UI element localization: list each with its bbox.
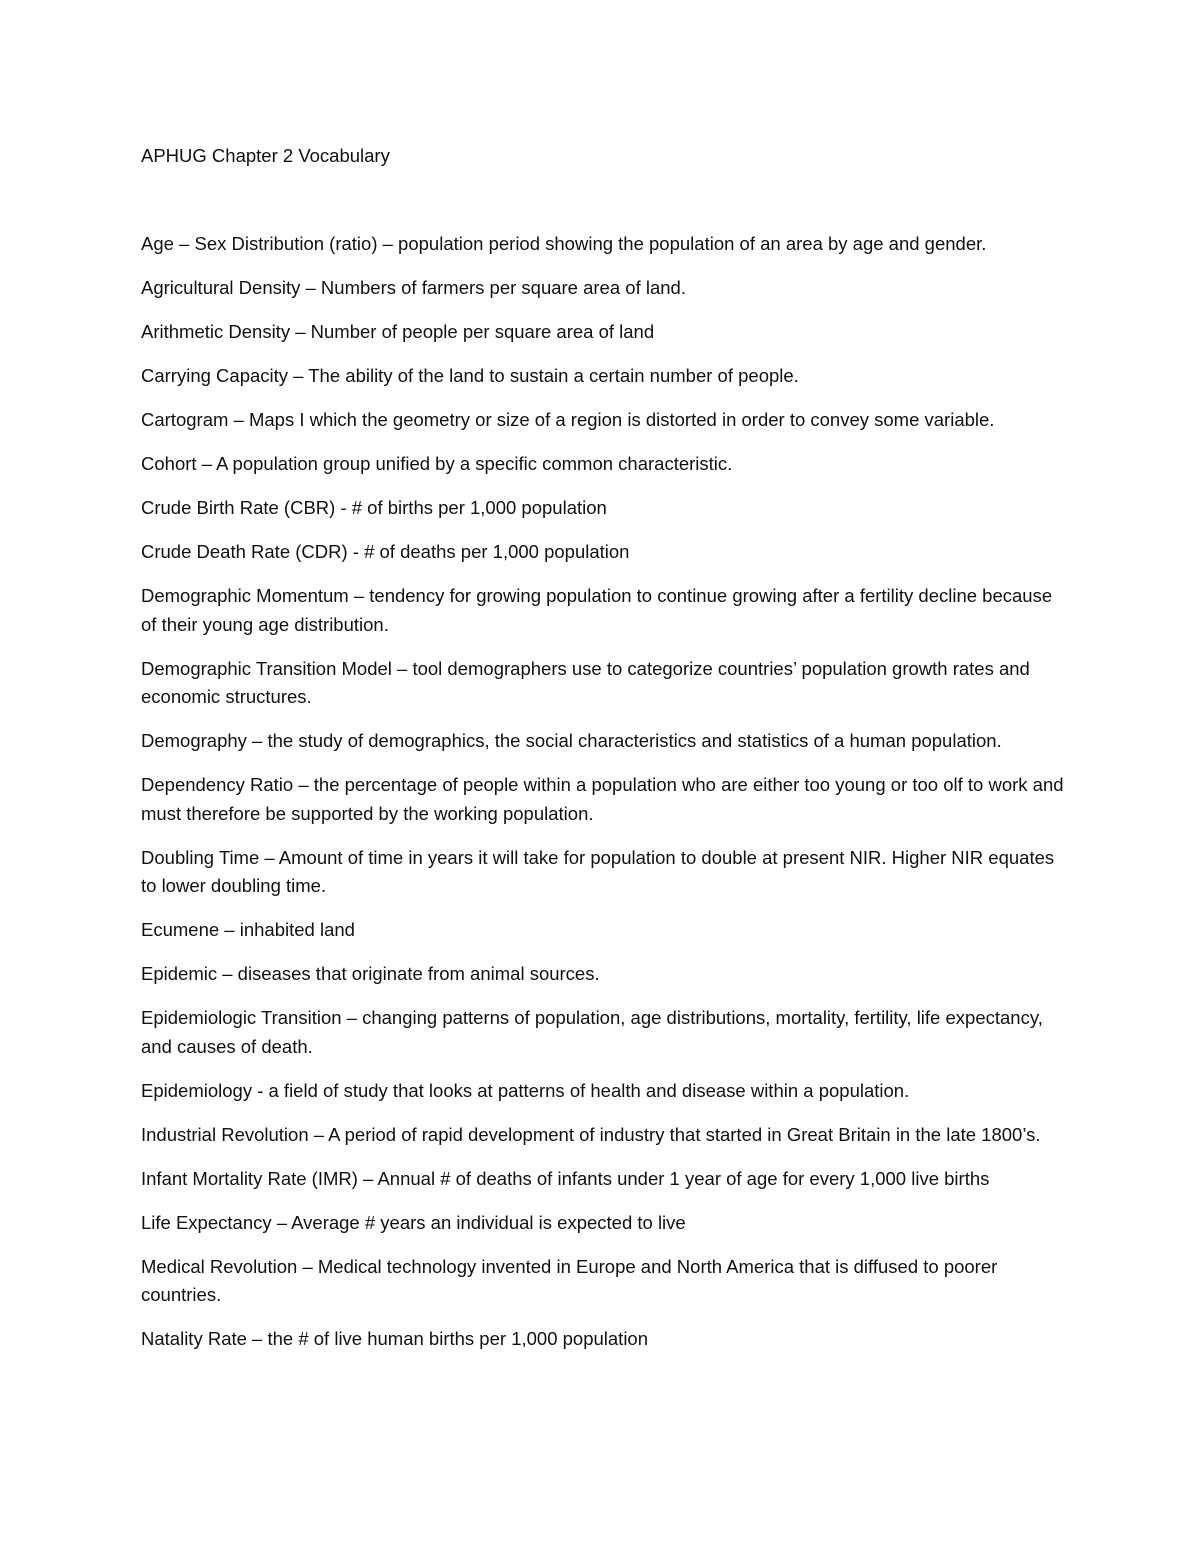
vocabulary-entry: Age – Sex Distribution (ratio) – population period showing the population of an area by age and gender. (141, 233, 987, 254)
vocabulary-entry: Life Expectancy – Average # years an individual is expected to live (141, 1211, 686, 1233)
vocabulary-entry: Crude Death Rate (CDR) - # of deaths per 1,000 population (141, 541, 630, 562)
vocabulary-entry: Doubling Time – Amount of time in years it will take for population to double at present NIR. Higher NIR equates to lower doubling time. (141, 846, 1055, 896)
vocabulary-entry: Cohort – A population group unified by a specific common characteristic. (141, 453, 733, 474)
vocabulary-entry: Agricultural Density – Numbers of farmers per square area of land. (141, 277, 686, 298)
document-title: APHUG Chapter 2 Vocabulary (141, 145, 390, 166)
vocabulary-entry: Demographic Transition Model – tool demographers use to categorize countries’ population growth rates and economic structures. (141, 657, 1030, 707)
vocabulary-entry: Natality Rate – the # of live human births per 1,000 population (141, 1328, 649, 1349)
vocabulary-entry: Epidemic – diseases that originate from animal sources. (141, 963, 600, 984)
vocabulary-list (141, 230, 1071, 1369)
vocabulary-entry: Arithmetic Density – Number of people per square area of land (141, 321, 655, 342)
vocabulary-entry: Crude Birth Rate (CBR) - # of births per 1,000 population (141, 497, 607, 518)
vocabulary-entry: Infant Mortality Rate (IMR) – Annual # of deaths of infants under 1 year of age for every 1,000 live births (141, 1167, 990, 1189)
vocabulary-entry: Demographic Momentum – tendency for growing population to continue growing after a fertility decline because of their young age distribution. (141, 585, 1053, 635)
vocabulary-entry: Demography – the study of demographics, the social characteristics and statistics of a human population. (141, 730, 1002, 751)
vocabulary-entry: Carrying Capacity – The ability of the land to sustain a certain number of people. (141, 365, 799, 386)
vocabulary-entry: Industrial Revolution – A period of rapid development of industry that started in Great Britain in the late 1800’s. (141, 1123, 1041, 1145)
vocabulary-entry: Ecumene – inhabited land (141, 919, 355, 940)
vocabulary-entry: Medical Revolution – Medical technology invented in Europe and North America that is diffused to poorer countries. (141, 1255, 998, 1305)
vocabulary-entry: Cartogram – Maps I which the geometry or size of a region is distorted in order to convey some variable. (141, 409, 995, 430)
vocabulary-entry: Epidemiologic Transition – changing patterns of population, age distributions, mortality, fertility, life expectancy, and causes of death. (141, 1007, 1043, 1057)
vocabulary-entry: Dependency Ratio – the percentage of people within a population who are either too young or too olf to work and must therefore be supported by the working population. (141, 774, 1064, 824)
vocabulary-entry: Epidemiology - a field of study that looks at patterns of health and disease within a population. (141, 1079, 910, 1101)
